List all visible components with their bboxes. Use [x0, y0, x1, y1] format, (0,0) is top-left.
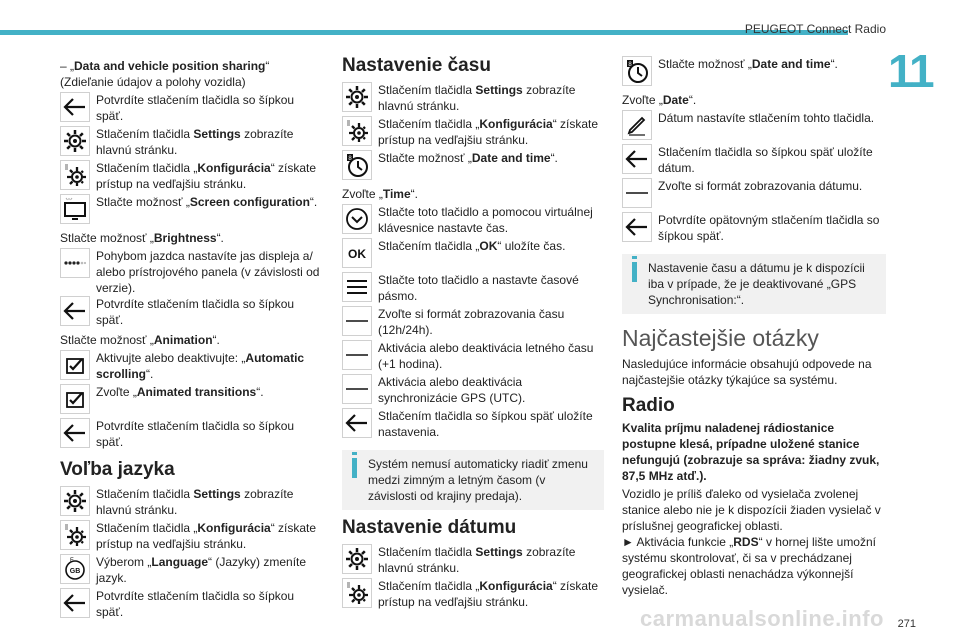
clock-icon: [342, 150, 372, 180]
configuration-icon: [60, 520, 90, 550]
toggle-line-icon: [342, 306, 372, 336]
section-title-faq: Najčastejšie otázky: [622, 325, 819, 351]
chevron-down-icon: [342, 204, 372, 234]
instruction-row: [60, 126, 324, 160]
instruction-row: [60, 486, 324, 520]
back-arrow-icon: [60, 588, 90, 618]
configuration-icon: [60, 160, 90, 190]
toggle-line-icon: [622, 178, 652, 208]
chapter-number: 11: [888, 45, 933, 97]
running-header: PEUGEOT Connect Radio: [744, 22, 886, 36]
column-3: [622, 56, 886, 598]
instruction-row: [622, 212, 886, 246]
instruction-text: Stlačte toto tlačidlo a pomocou virtuálnej klávesnice nastavte čas.: [378, 205, 593, 235]
settings-gear-icon: [60, 486, 90, 516]
instruction-row: [342, 82, 604, 116]
instruction-row: [60, 384, 324, 418]
back-arrow-icon: [60, 296, 90, 326]
instruction-row: [60, 588, 324, 622]
radio-question: Kvalita príjmu naladenej rádiostanice postupne klesá, prípadne uložené stanice nefungujú (zobrazuje sa správa: žiadny zvuk, 87,5 MHz atď.).: [622, 421, 880, 483]
instruction-text: Aktivácia alebo deaktivácia synchronizácie GPS (UTC).: [378, 375, 526, 405]
back-arrow-icon: [60, 92, 90, 122]
svg-text:8: 8: [348, 156, 352, 162]
instruction-row: [622, 56, 886, 90]
instruction-row: [60, 160, 324, 194]
settings-gear-icon: [342, 544, 372, 574]
instruction-row: [60, 554, 324, 588]
toggle-line-icon: [342, 340, 372, 370]
svg-text:GB: GB: [69, 568, 81, 575]
instruction-text: Stlačením tlačidla Settings zobrazíte hlavnú stránku.: [96, 487, 294, 517]
pencil-icon: [622, 110, 652, 140]
intro-text: – „Data and vehicle position sharing“ (Zdieľanie údajov a polohy vozidla): [60, 59, 270, 89]
instruction-text: Zvoľte si formát zobrazovania času (12h/24h).: [378, 307, 565, 337]
column-2: [342, 56, 604, 612]
instruction-row: [622, 110, 886, 144]
rows3: [60, 350, 324, 452]
instruction-row: [342, 408, 604, 442]
instruction-text: Stlačte možnosť „Date and time“.: [378, 151, 558, 165]
rows2: [622, 110, 886, 246]
instruction-row: [622, 178, 886, 212]
instruction-text: Stlačte možnosť „Date and time“.: [658, 57, 838, 71]
instruction-row: [342, 544, 604, 578]
radio-answer-2: ► Aktivácia funkcie „RDS“ v hornej lište umožní systému skontrolovať, či sa v prechádzanej geografickej oblasti nenachádza výkonnejší vysielač.: [622, 535, 876, 597]
info-icon-bar: [632, 262, 637, 282]
info-icon-bar: [352, 458, 357, 478]
instruction-row: [60, 92, 324, 126]
instruction-row: [60, 418, 324, 452]
rows2: [342, 204, 604, 442]
instruction-text: Stlačením tlačidla so šípkou späť uložíte nastavenia.: [378, 409, 593, 439]
choose-time-text: Zvoľte „Time“.: [342, 187, 418, 201]
instruction-text: Pohybom jazdca nastavíte jas displeja a/ alebo prístrojového panela (v závislosti od verzie).: [96, 249, 320, 295]
instruction-row: [342, 578, 604, 612]
instruction-text: Stlačením tlačidla Settings zobrazíte hlavnú stránku.: [378, 545, 576, 575]
instruction-text: Potvrdíte stlačením tlačidla so šípkou späť.: [96, 419, 295, 449]
instruction-row: [342, 238, 604, 272]
top-accent-bar: [0, 30, 848, 35]
instruction-text: Stlačením tlačidla „Konfigurácia“ získate prístup na vedľajšiu stránku.: [96, 161, 317, 191]
svg-text:OK: OK: [348, 247, 366, 261]
instruction-text: Stlačením tlačidla Settings zobrazíte hlavnú stránku.: [96, 127, 294, 157]
back-arrow-icon: [60, 418, 90, 448]
instruction-text: Výberom „Language“ (Jazyky) zmeníte jazyk.: [96, 555, 307, 585]
rows1: [622, 56, 886, 90]
instruction-text: Stlačením tlačidla „OK“ uložíte čas.: [378, 239, 566, 253]
screen-icon: [60, 194, 90, 224]
info-note: [342, 450, 604, 510]
instruction-text: Zvoľte „Animated transitions“.: [96, 385, 264, 399]
instruction-row: [60, 350, 324, 384]
instruction-text: Aktivujte alebo deaktivujte: „Automatic scrolling“.: [96, 351, 305, 381]
clock-icon: [622, 56, 652, 86]
instruction-row: [342, 116, 604, 150]
instruction-text: Stlačením tlačidla „Konfigurácia“ získate prístup na vedľajšiu stránku.: [378, 117, 599, 147]
note-text: Systém nemusí automaticky riadiť zmenu medzi zimným a letným časom (v závislosti od krajiny predaja).: [368, 457, 588, 503]
instruction-text: Stlačením tlačidla „Konfigurácia“ získate prístup na vedľajšiu stránku.: [96, 521, 317, 551]
radio-answer: Vozidlo je príliš ďaleko od vysielača zvolenej stanice alebo nie je k dispozícii žiaden vysielač v príslušnej geografickej oblasti.: [622, 487, 881, 533]
instruction-row: [622, 144, 886, 178]
back-arrow-icon: [622, 212, 652, 242]
back-arrow-icon: [622, 144, 652, 174]
instruction-text: Dátum nastavíte stlačením tohto tlačidla.: [658, 111, 875, 125]
column-1: [60, 56, 324, 622]
instruction-text: Stlačením tlačidla Settings zobrazíte hlavnú stránku.: [378, 83, 576, 113]
instruction-text: Stlačte toto tlačidlo a nastavte časové pásmo.: [378, 273, 579, 303]
instruction-text: Stlačením tlačidla „Konfigurácia“ získate prístup na vedľajšiu stránku.: [378, 579, 599, 609]
animation-text: Stlačte možnosť „Animation“.: [60, 333, 220, 347]
instruction-row: [60, 248, 324, 296]
section-title-language: Voľba jazyka: [60, 459, 175, 480]
toggle-line-icon: [342, 374, 372, 404]
section-title-date: Nastavenie dátumu: [342, 517, 517, 538]
info-note: [622, 254, 886, 314]
instruction-text: Potvrdíte opätovným stlačením tlačidla so šípkou späť.: [658, 213, 880, 243]
note-text: Nastavenie času a dátumu je k dispozícii iba v prípade, že je deaktivované „GPS Synchronisation:“.: [648, 261, 865, 307]
instruction-text: Stlačením tlačidla so šípkou späť uložíte dátum.: [658, 145, 873, 175]
instruction-row: [60, 194, 324, 228]
faq-text: Nasledujúce informácie obsahujú odpovede na najčastejšie otázky týkajúce sa systému.: [622, 357, 872, 387]
checkbox-icon: [60, 350, 90, 380]
instruction-text: Potvrdíte stlačením tlačidla so šípkou späť.: [96, 589, 295, 619]
rows1: [60, 92, 324, 228]
instruction-row: [60, 296, 324, 330]
instruction-text: Potvrdíte stlačením tlačidla so šípkou späť.: [96, 297, 295, 327]
settings-gear-icon: [60, 126, 90, 156]
slider-dots-icon: [60, 248, 90, 278]
instruction-row: [342, 340, 604, 374]
rows3: [342, 544, 604, 612]
instruction-row: [342, 374, 604, 408]
ok-icon: [342, 238, 372, 268]
rows1: [342, 82, 604, 184]
info-icon: [632, 256, 637, 259]
instruction-row: [342, 150, 604, 184]
instruction-row: [342, 272, 604, 306]
choose-date-text: Zvoľte „Date“.: [622, 93, 697, 107]
checkbox-icon: [60, 384, 90, 414]
instruction-text: Potvrdíte stlačením tlačidla so šípkou späť.: [96, 93, 295, 123]
section-title-time: Nastavenie času: [342, 55, 491, 76]
language-icon: [60, 554, 90, 584]
instruction-row: [60, 520, 324, 554]
instruction-row: [342, 306, 604, 340]
svg-text:F: F: [70, 558, 74, 564]
configuration-icon: [342, 116, 372, 146]
rows4: [60, 486, 324, 622]
instruction-text: Stlačte možnosť „Screen configuration“.: [96, 195, 318, 209]
section-title-radio: Radio: [622, 395, 675, 416]
settings-gear-icon: [342, 82, 372, 112]
svg-text:8: 8: [628, 62, 632, 68]
page-number: 271: [897, 618, 916, 630]
rows2: [60, 248, 324, 330]
back-arrow-icon: [342, 408, 372, 438]
brightness-text: Stlačte možnosť „Brightness“.: [60, 231, 224, 245]
configuration-icon: [342, 578, 372, 608]
watermark: carmanualsonline.info: [640, 606, 884, 631]
instruction-text: Aktivácia alebo deaktivácia letného času (+1 hodina).: [378, 341, 594, 371]
menu-icon: [342, 272, 372, 302]
instruction-text: Zvoľte si formát zobrazovania dátumu.: [658, 179, 863, 193]
instruction-row: [342, 204, 604, 238]
info-icon: [352, 452, 357, 455]
